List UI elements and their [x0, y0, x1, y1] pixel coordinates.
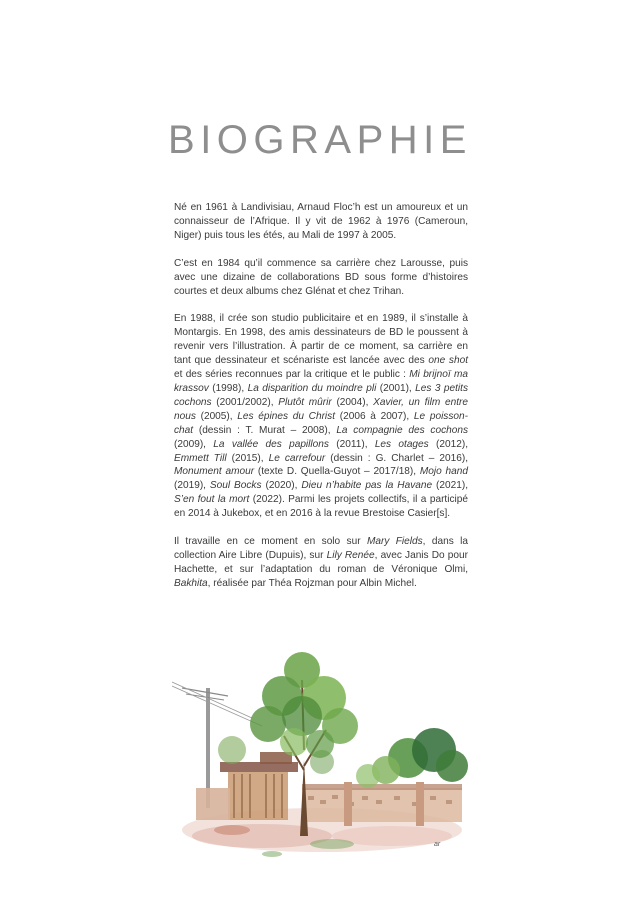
text-run: (dessin : T. Murat – 2008), [193, 424, 337, 436]
text-run: , avec Janis Do pour Hachette, et sur l’adaptation du roman de Véronique Olmi, [174, 549, 468, 575]
text-run: (2006 à 2007), [335, 410, 414, 422]
title-italic: La compagnie des cochons [336, 424, 469, 436]
title-italic: Plutôt mûrir [278, 396, 332, 408]
page-title: BIOGRAPHIE [168, 118, 472, 162]
text-run: (2001), [376, 382, 416, 394]
paragraph [174, 535, 468, 591]
text-run: (2022). Parmi les projets collectifs, il a participé en 2014 à Jukebox, et en 2016 à la revue Brestoise Casier[s]. [174, 494, 468, 520]
biography-text [174, 201, 468, 605]
title-italic: Emmett Till [174, 452, 227, 464]
title-italic: Les épines du Christ [237, 410, 336, 422]
title-italic: Soul Bocks [209, 480, 262, 492]
title-italic: Bakhita [174, 577, 208, 589]
title-italic: La disparition du moindre pli [247, 382, 377, 394]
text-run: , réalisée par Théa Rojzman pour Albin Michel. [207, 577, 417, 589]
text-run: (texte D. Quella-Guyot – 2017/18), [254, 466, 420, 478]
text-run: (2005), [195, 410, 238, 422]
title-italic: Monument amour [174, 466, 255, 478]
text-run: (2012), [428, 438, 468, 450]
title-italic: Xavier, un film entre nous [174, 396, 468, 422]
title-italic: Le poisson-chat [174, 410, 468, 436]
text-run: (2009), [174, 438, 214, 450]
signature: ar [434, 841, 441, 848]
text-run: (2020), [261, 480, 302, 492]
title-italic: Mi brijnoï ma krassov [174, 369, 468, 394]
text-run: C’est en 1984 qu’il commence sa carrière chez Larousse, puis avec une dizaine de collaborations BD sous forme d’histoires courtes et deux albums chez Glénat et chez Trihan. [174, 257, 468, 297]
text-run: (2001/2002), [211, 396, 279, 408]
title-italic: Lily Renée [326, 549, 375, 561]
title-italic: Les 3 petits cochons [174, 382, 469, 408]
paragraph [174, 312, 468, 521]
text-run: Né en 1961 à Landivisiau, Arnaud Floc’h est un amoureux et un connaisseur de l’Afrique. Il y vit de 1962 à 1976 (Cameroun, Niger) puis tous les étés, au Mali de 1997 à 2005. [174, 202, 468, 241]
text-run: , dans la collection Aire Libre (Dupuis), sur [174, 536, 468, 561]
text-run: (2011), [328, 438, 375, 450]
text-run: (2019), [174, 480, 210, 492]
title-italic: S’en fout la mort [174, 494, 250, 506]
text-run: (2004), [331, 396, 374, 408]
title-italic: Dieu n’habite pas la Havane [301, 480, 433, 492]
text-run: En 1988, il crée son studio publicitaire et en 1989, il s’installe à Montargis. En 1998, des amis dessinateurs de BD le poussent à revenir vers l’illustration. À partir de ce moment, sa carrière en tant que dessinateur et scénariste est lancée avec des [174, 313, 468, 367]
text-run: (2015), [226, 452, 269, 464]
text-run: Il travaille en ce moment en solo sur [174, 536, 367, 548]
title-italic: Mary Fields [366, 536, 423, 548]
street-watercolor-illustration [172, 640, 470, 870]
title-italic: one shot [428, 355, 468, 367]
text-run: (2021), [432, 480, 468, 492]
text-run: (1998), [208, 382, 248, 394]
text-run: (dessin : G. Charlet – 2016), [325, 452, 469, 464]
title-italic: La vallée des papillons [213, 438, 329, 450]
title-italic: Les otages [374, 438, 429, 450]
paragraph [174, 201, 468, 243]
title-italic: Le carrefour [268, 452, 326, 464]
text-run: et des séries reconnues par la critique et le public : [174, 369, 410, 381]
title-italic: Mojo hand [419, 466, 468, 478]
paragraph [174, 257, 468, 299]
